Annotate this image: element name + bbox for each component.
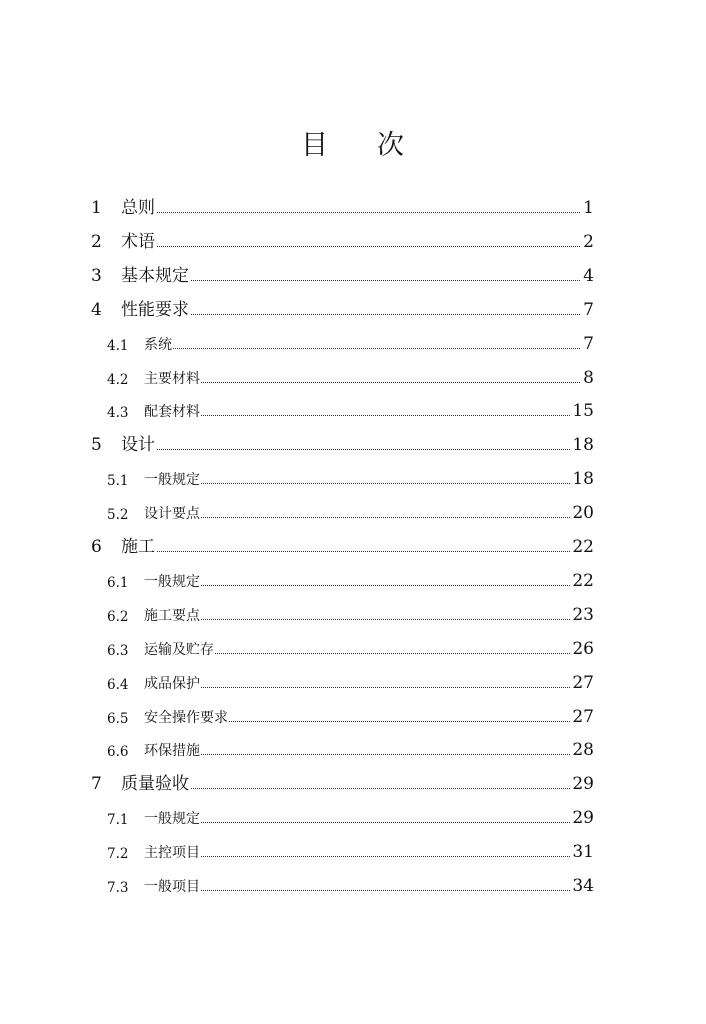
toc-entry[interactable] [0,429,706,459]
toc-entry-page-number: 22 [572,570,594,591]
toc-leader-dots [144,822,592,823]
toc-entry[interactable] [0,701,706,731]
toc-entry-number: 5 [91,435,102,456]
toc-entry-page-number: 7 [583,299,594,320]
toc-entry-number: 4.1 [107,337,129,354]
toc-entry[interactable] [0,599,706,629]
toc-entry-label: 一般规定 [144,571,201,591]
toc-leader-dots [144,754,592,755]
toc-entry[interactable] [0,192,706,222]
toc-entry-number: 1 [91,198,102,218]
page-title [0,128,706,164]
toc-entry-number: 5.2 [107,507,129,524]
toc-entry-page-number: 23 [572,604,594,625]
toc-entry-label: 运输及贮存 [144,639,215,659]
toc-entry[interactable] [0,362,706,392]
toc-entry[interactable] [0,633,706,663]
toc-entry-label: 成品保护 [144,673,201,693]
toc-entry[interactable] [0,768,706,798]
toc-entry-label: 质量验收 [121,769,190,794]
toc-entry-label: 主控项目 [144,842,201,862]
toc-entry-label: 总则 [121,193,156,218]
toc-entry-number: 7.1 [107,812,129,829]
toc-entry[interactable] [0,565,706,595]
toc-entry[interactable] [0,328,706,358]
toc-entry-page-number: 31 [572,842,594,863]
toc-entry-number: 6.5 [107,710,129,727]
toc-entry-label: 设计 [121,430,156,455]
page-title-part1: 目 [301,130,329,161]
toc-entry[interactable] [0,667,706,697]
toc-entry-number: 6.6 [107,744,129,761]
toc-entry-number: 2 [91,231,102,252]
toc-leader-dots [144,382,592,383]
toc-leader-dots [121,246,592,247]
toc-entry-label: 一般项目 [144,876,201,896]
toc-entry-page-number: 18 [572,435,594,456]
toc-entry-page-number: 28 [572,740,594,761]
toc-entry[interactable] [0,734,706,764]
toc-entry-page-number: 27 [572,706,594,727]
toc-entry-page-number: 7 [583,333,594,354]
toc-entry-label: 安全操作要求 [144,707,229,727]
toc-entry[interactable] [0,294,706,324]
toc-entry-label: 一般规定 [144,469,201,489]
toc-entry-number: 6.3 [107,642,129,659]
toc-entry-page-number: 8 [583,367,594,388]
toc-entry-number: 4 [91,299,102,320]
toc-entry-page-number: 22 [572,537,594,557]
toc-entry-page-number: 18 [572,469,594,490]
toc-entry-page-number: 2 [583,231,594,252]
toc-entry-label: 性能要求 [121,295,190,320]
toc-entry-number: 7 [91,774,102,795]
toc-entry[interactable] [0,531,706,561]
toc-entry-label: 术语 [121,227,156,252]
toc-leader-dots [121,449,592,450]
toc-entry[interactable] [0,260,706,290]
toc-entry-number: 3 [91,265,102,286]
toc-leader-dots [144,585,592,586]
toc-entry-label: 基本规定 [121,261,190,286]
toc-entry-number: 6.1 [107,574,129,591]
toc-entry-label: 设计要点 [144,503,201,523]
toc-entry[interactable] [0,802,706,832]
toc-leader-dots [144,856,592,857]
toc-entry-label: 施工要点 [144,605,201,625]
toc-entry[interactable] [0,870,706,900]
toc-leader-dots [144,517,592,518]
toc-entry-number: 6 [91,537,102,557]
toc-leader-dots [121,212,592,213]
toc-entry[interactable] [0,395,706,425]
toc-entry-number: 7.2 [107,846,129,863]
toc-entry-page-number: 20 [572,503,594,524]
toc-leader-dots [144,415,592,416]
toc-leader-dots [144,890,592,891]
toc-leader-dots [121,280,592,281]
toc-entry-number: 6.4 [107,676,129,693]
toc-entry-page-number: 34 [572,876,594,896]
toc-entry-page-number: 29 [572,774,594,795]
toc-entry-page-number: 26 [572,638,594,659]
toc-entry-page-number: 27 [572,672,594,693]
toc-leader-dots [144,619,592,620]
toc-leader-dots [121,551,592,552]
toc-entry-page-number: 29 [572,808,594,829]
toc-entry-number: 5.1 [107,473,129,490]
toc-entry-label: 环保措施 [144,740,201,760]
toc-leader-dots [144,687,592,688]
toc-entry-number: 4.3 [107,405,129,422]
toc-entry-number: 7.3 [107,880,129,896]
toc-entry[interactable] [0,463,706,493]
toc-entry-label: 一般规定 [144,808,201,828]
toc-entry-label: 施工 [121,532,156,557]
toc-leader-dots [121,788,592,789]
toc-entry[interactable] [0,497,706,527]
toc-entry-page-number: 4 [583,265,594,286]
toc-entry[interactable] [0,226,706,256]
toc-leader-dots [144,348,592,349]
page-title-part2: 次 [377,130,405,161]
toc-entry[interactable] [0,836,706,866]
toc-entry-number: 4.2 [107,371,129,388]
toc-entry-label: 配套材料 [144,401,201,421]
toc-entry-number: 6.2 [107,608,129,625]
toc-leader-dots [144,483,592,484]
toc-entry-page-number: 15 [572,401,594,422]
toc-entry-label: 主要材料 [144,368,201,388]
toc-entry-page-number: 1 [583,198,594,218]
toc-entry-label: 系统 [144,334,173,354]
toc-leader-dots [121,314,592,315]
